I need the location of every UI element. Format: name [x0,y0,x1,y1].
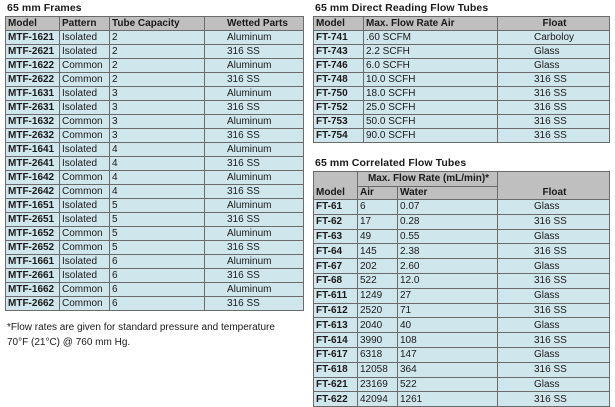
frames-body [6,31,304,311]
direct-header-max-flow: Max. Flow Rate Air [364,17,498,31]
frames-cell: MTF-2651 [6,213,60,227]
correlated-cell: FT-61 [314,200,358,215]
frames-cell: 316 SS [205,157,304,171]
frames-cell: Common [60,185,110,199]
correlated-cell: 316 SS [498,362,610,377]
frames-row [6,269,304,283]
frames-cell: 2 [110,31,205,45]
direct-table [313,16,610,143]
frames-cell: 316 SS [205,185,304,199]
correlated-row [314,244,610,259]
correlated-cell: 27 [398,288,498,303]
correlated-cell: FT-614 [314,333,358,348]
direct-cell: 316 SS [498,87,610,101]
frames-cell: 6 [110,283,205,297]
correlated-cell: FT-64 [314,244,358,259]
frames-cell: Common [60,241,110,255]
frames-cell: MTF-1632 [6,115,60,129]
correlated-cell: 2520 [358,303,398,318]
frames-cell: 3 [110,115,205,129]
frames-cell: 4 [110,157,205,171]
correlated-row [314,392,610,407]
correlated-cell: Glass [498,259,610,274]
direct-row [314,73,610,87]
frames-row [6,115,304,129]
correlated-cell: Glass [498,377,610,392]
correlated-cell: 2.38 [398,244,498,259]
frames-cell: Common [60,129,110,143]
correlated-cell: 1261 [398,392,498,407]
correlated-cell: 316 SS [498,333,610,348]
correlated-cell: 2.60 [398,259,498,274]
correlated-row [314,347,610,362]
frames-cell: 316 SS [205,213,304,227]
correlated-row [314,288,610,303]
direct-cell: 18.0 SCFH [364,87,498,101]
correlated-cell: FT-68 [314,273,358,288]
correlated-cell: 202 [358,259,398,274]
direct-cell: .60 SCFM [364,31,498,45]
frames-cell: 5 [110,199,205,213]
direct-header-row [314,17,610,31]
direct-body [314,31,610,143]
frames-header-row [6,17,304,31]
frames-cell: Aluminum [205,199,304,213]
correlated-cell: 145 [358,244,398,259]
frames-cell: 6 [110,269,205,283]
direct-cell: FT-750 [314,87,364,101]
correlated-cell: 71 [398,303,498,318]
frames-cell: 6 [110,255,205,269]
correlated-cell: 364 [398,362,498,377]
frames-cell: Isolated [60,157,110,171]
frames-cell: MTF-1661 [6,255,60,269]
correlated-cell: 49 [358,229,398,244]
direct-cell: FT-754 [314,129,364,143]
correlated-cell: FT-618 [314,362,358,377]
correlated-cell: 0.55 [398,229,498,244]
frames-cell: 3 [110,87,205,101]
frames-header-tube-capacity: Tube Capacity [110,17,205,31]
frames-cell: 2 [110,45,205,59]
correlated-cell: 42094 [358,392,398,407]
correlated-cell: 522 [358,273,398,288]
direct-cell: FT-748 [314,73,364,87]
frames-header-model: Model [6,17,60,31]
frames-cell: Common [60,171,110,185]
frames-cell: 3 [110,101,205,115]
frames-cell: MTF-1652 [6,227,60,241]
correlated-cell: 40 [398,318,498,333]
frames-cell: 4 [110,143,205,157]
correlated-row [314,303,610,318]
frames-row [6,31,304,45]
correlated-cell: 316 SS [498,392,610,407]
correlated-cell: 316 SS [498,244,610,259]
frames-cell: 316 SS [205,297,304,311]
frames-cell: MTF-2662 [6,297,60,311]
frames-row [6,59,304,73]
correlated-row [314,362,610,377]
direct-row [314,101,610,115]
frames-row [6,297,304,311]
frames-row [6,101,304,115]
frames-header-pattern: Pattern [60,17,110,31]
correlated-cell: 316 SS [498,214,610,229]
frames-cell: Common [60,227,110,241]
correlated-cell: 316 SS [498,273,610,288]
correlated-cell: FT-613 [314,318,358,333]
frames-cell: MTF-1621 [6,31,60,45]
direct-cell: FT-752 [314,101,364,115]
correlated-header-air: Air [358,187,398,200]
frames-cell: 4 [110,185,205,199]
frames-cell: MTF-1651 [6,199,60,213]
frames-cell: Isolated [60,45,110,59]
frames-cell: Isolated [60,213,110,227]
frames-row [6,171,304,185]
frames-row [6,255,304,269]
frames-cell: Aluminum [205,171,304,185]
frames-cell: Aluminum [205,255,304,269]
frames-cell: 316 SS [205,129,304,143]
direct-cell: 25.0 SCFH [364,101,498,115]
correlated-body [314,200,610,407]
frames-row [6,213,304,227]
frames-title: 65 mm Frames [7,2,82,14]
frames-row [6,129,304,143]
correlated-cell: 23169 [358,377,398,392]
frames-cell: Aluminum [205,283,304,297]
frames-cell: MTF-2631 [6,101,60,115]
correlated-cell: 1249 [358,288,398,303]
correlated-cell: 3990 [358,333,398,348]
direct-row [314,59,610,73]
direct-row [314,45,610,59]
frames-cell: MTF-1642 [6,171,60,185]
frames-row [6,241,304,255]
correlated-row [314,229,610,244]
correlated-cell: 6 [358,200,398,215]
correlated-cell: FT-621 [314,377,358,392]
correlated-cell: Glass [498,288,610,303]
correlated-cell: 6318 [358,347,398,362]
direct-cell: 316 SS [498,101,610,115]
frames-cell: Aluminum [205,227,304,241]
correlated-cell: 0.07 [398,200,498,215]
frames-cell: 316 SS [205,101,304,115]
direct-header-model: Model [314,17,364,31]
frames-row [6,199,304,213]
frames-row [6,227,304,241]
direct-title: 65 mm Direct Reading Flow Tubes [315,2,489,14]
correlated-cell: 2040 [358,318,398,333]
frames-cell: MTF-1641 [6,143,60,157]
frames-cell: Aluminum [205,143,304,157]
direct-row [314,115,610,129]
frames-cell: Isolated [60,87,110,101]
correlated-header-water: Water [398,187,498,200]
frames-cell: 316 SS [205,241,304,255]
direct-header-float: Float [498,17,610,31]
frames-row [6,283,304,297]
correlated-header-model: Model [314,172,358,200]
correlated-cell: FT-617 [314,347,358,362]
correlated-cell: FT-622 [314,392,358,407]
frames-cell: Common [60,115,110,129]
frames-cell: Aluminum [205,31,304,45]
correlated-cell: FT-611 [314,288,358,303]
frames-cell: MTF-2652 [6,241,60,255]
direct-cell: FT-741 [314,31,364,45]
frames-cell: Common [60,73,110,87]
frames-cell: MTF-2622 [6,73,60,87]
correlated-cell: Glass [498,318,610,333]
correlated-table [313,171,610,407]
correlated-cell: 147 [398,347,498,362]
footnote: *Flow rates are given for standard pressure and temperature 70°F (21°C) @ 760 mm Hg. [7,322,275,348]
frames-cell: 2 [110,73,205,87]
correlated-row [314,214,610,229]
direct-cell: 2.2 SCFH [364,45,498,59]
direct-cell: 10.0 SCFH [364,73,498,87]
correlated-header-float: Float [498,172,610,200]
direct-row [314,31,610,45]
frames-cell: Isolated [60,143,110,157]
correlated-group-header: Max. Flow Rate (mL/min)* [358,172,498,187]
correlated-title: 65 mm Correlated Flow Tubes [315,157,467,169]
direct-cell: 316 SS [498,115,610,129]
frames-cell: 316 SS [205,269,304,283]
correlated-cell: Glass [498,229,610,244]
correlated-cell: 0.28 [398,214,498,229]
direct-row [314,87,610,101]
frames-cell: 316 SS [205,45,304,59]
direct-cell: Carboloy [498,31,610,45]
frames-cell: Isolated [60,199,110,213]
direct-cell: FT-743 [314,45,364,59]
frames-row [6,143,304,157]
frames-row [6,185,304,199]
correlated-cell: Glass [498,200,610,215]
direct-cell: 6.0 SCFH [364,59,498,73]
correlated-row [314,333,610,348]
correlated-cell: Glass [498,347,610,362]
frames-cell: Aluminum [205,115,304,129]
frames-cell: MTF-1631 [6,87,60,101]
correlated-cell: FT-67 [314,259,358,274]
correlated-cell: FT-62 [314,214,358,229]
correlated-row [314,200,610,215]
frames-cell: Aluminum [205,87,304,101]
frames-row [6,157,304,171]
frames-cell: Isolated [60,255,110,269]
frames-cell: Isolated [60,101,110,115]
frames-cell: MTF-1662 [6,283,60,297]
frames-cell: Isolated [60,31,110,45]
frames-header-wetted-parts: Wetted Parts [205,17,304,31]
direct-cell: FT-746 [314,59,364,73]
correlated-row [314,273,610,288]
frames-cell: 3 [110,129,205,143]
frames-cell: 5 [110,213,205,227]
frames-cell: Common [60,297,110,311]
correlated-cell: FT-612 [314,303,358,318]
direct-cell: 50.0 SCFH [364,115,498,129]
frames-table [5,16,304,311]
correlated-cell: 316 SS [498,303,610,318]
frames-cell: MTF-2621 [6,45,60,59]
correlated-cell: 108 [398,333,498,348]
frames-cell: 6 [110,297,205,311]
frames-cell: MTF-2642 [6,185,60,199]
correlated-row [314,377,610,392]
correlated-cell: 522 [398,377,498,392]
frames-cell: 4 [110,171,205,185]
correlated-cell: 12.0 [398,273,498,288]
frames-cell: 316 SS [205,73,304,87]
correlated-cell: 12058 [358,362,398,377]
frames-cell: MTF-2661 [6,269,60,283]
frames-cell: MTF-2641 [6,157,60,171]
frames-row [6,73,304,87]
frames-cell: Aluminum [205,59,304,73]
frames-cell: Common [60,283,110,297]
direct-cell: 316 SS [498,73,610,87]
correlated-row [314,318,610,333]
direct-row [314,129,610,143]
direct-cell: 316 SS [498,129,610,143]
correlated-cell: 17 [358,214,398,229]
direct-cell: Glass [498,59,610,73]
frames-row [6,87,304,101]
frames-row [6,45,304,59]
frames-cell: MTF-2632 [6,129,60,143]
frames-cell: Isolated [60,269,110,283]
frames-cell: MTF-1622 [6,59,60,73]
frames-cell: 2 [110,59,205,73]
frames-cell: 5 [110,227,205,241]
frames-cell: 5 [110,241,205,255]
frames-cell: Common [60,59,110,73]
correlated-cell: FT-63 [314,229,358,244]
correlated-row [314,259,610,274]
correlated-header-row-top [314,172,610,187]
direct-cell: FT-753 [314,115,364,129]
direct-cell: Glass [498,45,610,59]
direct-cell: 90.0 SCFH [364,129,498,143]
